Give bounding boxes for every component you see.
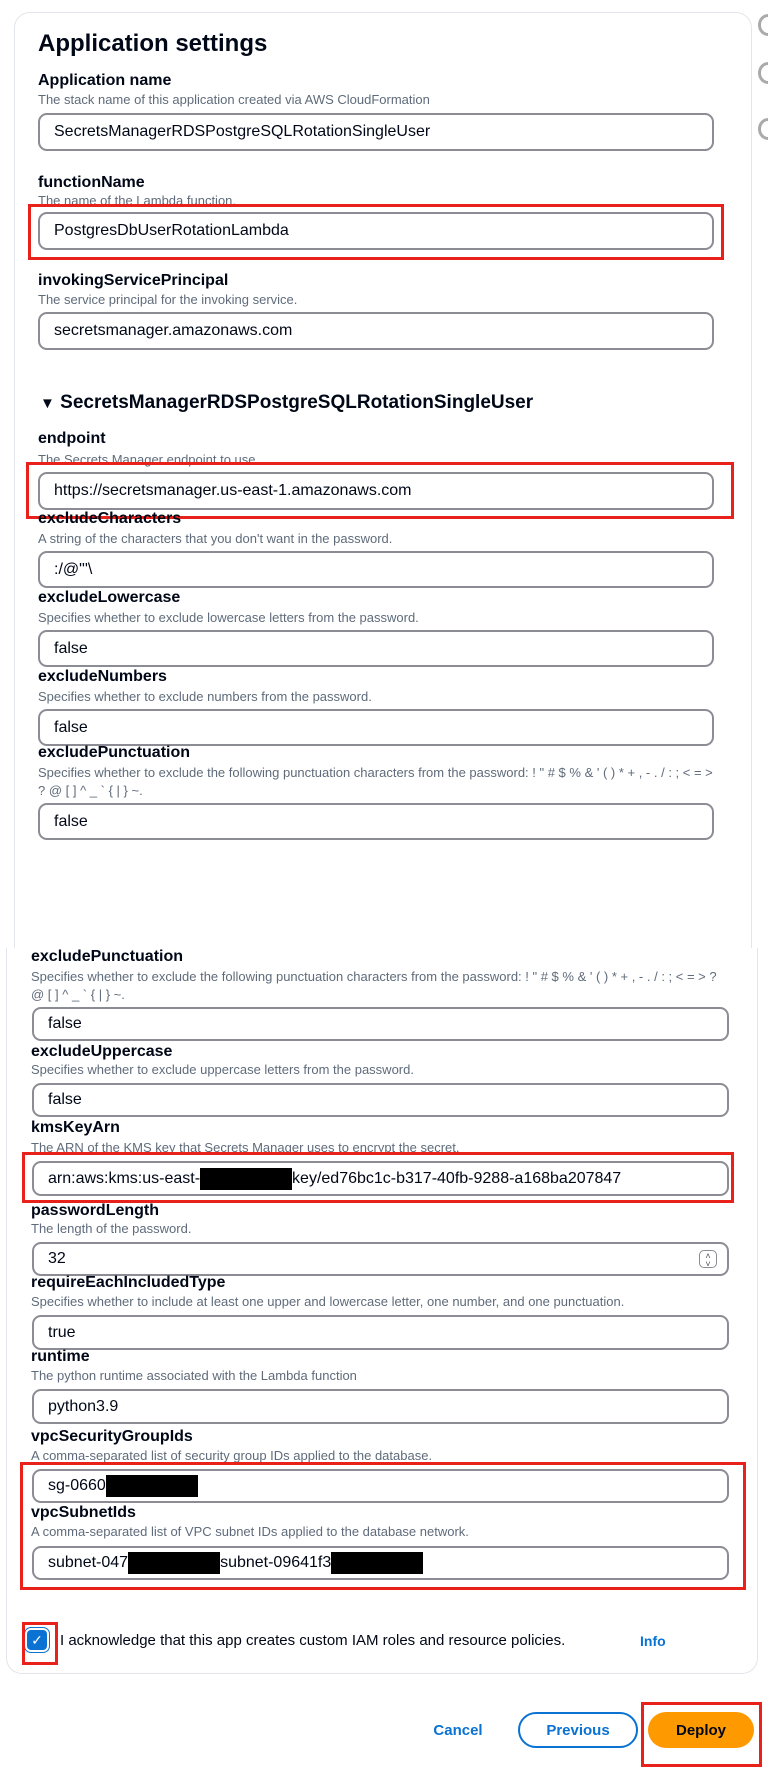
exclude-numbers-input[interactable]: false	[38, 709, 714, 746]
exclude-lowercase-input[interactable]: false	[38, 630, 714, 667]
exclude-uppercase-desc: Specifies whether to exclude uppercase letters from the password.	[31, 1062, 414, 1077]
require-each-input[interactable]: true	[32, 1315, 729, 1350]
function-name-desc: The name of the Lambda function.	[38, 193, 237, 208]
exclude-punctuation-label: excludePunctuation	[38, 744, 191, 761]
invoking-label: invokingServicePrincipal	[38, 272, 229, 289]
edge-circle-icon	[758, 14, 768, 36]
redaction	[200, 1168, 292, 1190]
exclude-punctuation-desc: Specifies whether to exclude the following punctuation characters from the password: ! " # $ % & ' ( ) * + , - . / : ; < = > ? @ [ ] ^ _ ` { | } ~.	[38, 765, 713, 798]
exclude-lowercase-label: excludeLowercase	[38, 589, 181, 606]
password-length-label: passwordLength	[31, 1202, 160, 1219]
kms-key-arn-label: kmsKeyArn	[31, 1119, 120, 1136]
stepper-icon[interactable]: ˄ ˅	[699, 1250, 717, 1268]
vpc-subnets-desc: A comma-separated list of VPC subnet IDs applied to the database network.	[31, 1524, 469, 1539]
password-length-value: 32	[48, 1250, 66, 1267]
exclude-uppercase-input[interactable]: false	[32, 1083, 729, 1117]
section-header[interactable]	[40, 392, 533, 414]
function-name-label: functionName	[38, 174, 145, 191]
redaction	[331, 1552, 423, 1574]
exclude-characters-desc: A string of the characters that you don't want in the password.	[38, 531, 393, 546]
vpc-sg-input[interactable]	[32, 1469, 729, 1503]
endpoint-input[interactable]: https://secretsmanager.us-east-1.amazonaws.com	[38, 472, 714, 510]
kms-key-arn-desc: The ARN of the KMS key that Secrets Manager uses to encrypt the secret.	[31, 1140, 460, 1155]
require-each-label: requireEachIncludedType	[31, 1274, 226, 1291]
exclude-numbers-label: excludeNumbers	[38, 668, 167, 685]
edge-circle-icon	[758, 62, 768, 84]
exclude-characters-label: excludeCharacters	[38, 510, 182, 527]
redaction	[128, 1552, 220, 1574]
app-name-desc: The stack name of this application created via AWS CloudFormation	[38, 92, 430, 107]
previous-button[interactable]: Previous	[518, 1712, 638, 1748]
exclude-uppercase-label: excludeUppercase	[31, 1043, 173, 1060]
exclude-characters-input[interactable]: :/@"'\	[38, 551, 714, 588]
page-title: Application settings	[38, 30, 268, 57]
vpc-subnets-input[interactable]	[32, 1546, 729, 1580]
cancel-button[interactable]: Cancel	[433, 1721, 483, 1739]
exclude-numbers-desc: Specifies whether to exclude numbers from the password.	[38, 689, 372, 704]
runtime-label: runtime	[31, 1348, 90, 1365]
caret-down-icon: ▼	[40, 395, 55, 412]
exclude-punctuation-input[interactable]: false	[32, 1007, 729, 1041]
vpc-sg-desc: A comma-separated list of security group IDs applied to the database.	[31, 1448, 433, 1463]
password-length-desc: The length of the password.	[31, 1221, 192, 1236]
runtime-input[interactable]: python3.9	[32, 1389, 729, 1424]
app-name-label: Application name	[38, 72, 172, 89]
function-name-input[interactable]: PostgresDbUserRotationLambda	[38, 212, 714, 250]
vpc-subnet-value-1: subnet-047	[48, 1554, 129, 1571]
redaction	[106, 1475, 198, 1497]
exclude-punctuation-label: excludePunctuation	[31, 948, 184, 965]
info-link[interactable]: Info	[640, 1633, 666, 1649]
require-each-desc: Specifies whether to include at least one upper and lowercase letter, one number, and one punctuation.	[31, 1294, 625, 1309]
app-name-input[interactable]: SecretsManagerRDSPostgreSQLRotationSingleUser	[38, 113, 714, 151]
runtime-desc: The python runtime associated with the Lambda function	[31, 1368, 357, 1383]
vpc-subnet-value-2: subnet-09641f3	[220, 1554, 332, 1571]
acknowledge-checkbox[interactable]: ✓	[27, 1630, 47, 1650]
edge-circle-icon	[758, 118, 768, 140]
kms-value-prefix: arn:aws:kms:us-east-	[48, 1169, 201, 1187]
password-length-input[interactable]	[32, 1242, 729, 1276]
invoking-desc: The service principal for the invoking service.	[38, 292, 298, 307]
vpc-sg-value: sg-0660	[48, 1477, 106, 1494]
exclude-punctuation-input[interactable]: false	[38, 803, 714, 840]
vpc-sg-label: vpcSecurityGroupIds	[31, 1428, 193, 1445]
endpoint-label: endpoint	[38, 430, 106, 447]
kms-value-suffix: key/ed76bc1c-b317-40fb-9288-a168ba207847	[292, 1169, 622, 1187]
acknowledge-text: I acknowledge that this app creates custom IAM roles and resource policies.	[60, 1632, 566, 1649]
exclude-lowercase-desc: Specifies whether to exclude lowercase letters from the password.	[38, 610, 419, 625]
exclude-punctuation-desc: Specifies whether to exclude the following punctuation characters from the password: ! " # $ % & ' ( ) * + , - . / : ; < = > ? @ [ ] ^ _ ` { | } ~.	[31, 969, 717, 1002]
endpoint-desc: The Secrets Manager endpoint to use.	[38, 452, 260, 467]
vpc-subnets-label: vpcSubnetIds	[31, 1504, 136, 1521]
deploy-button[interactable]: Deploy	[648, 1712, 754, 1748]
invoking-input[interactable]: secretsmanager.amazonaws.com	[38, 312, 714, 350]
section-title: SecretsManagerRDSPostgreSQLRotationSingleUser	[60, 392, 534, 413]
kms-key-arn-input[interactable]	[32, 1161, 729, 1196]
